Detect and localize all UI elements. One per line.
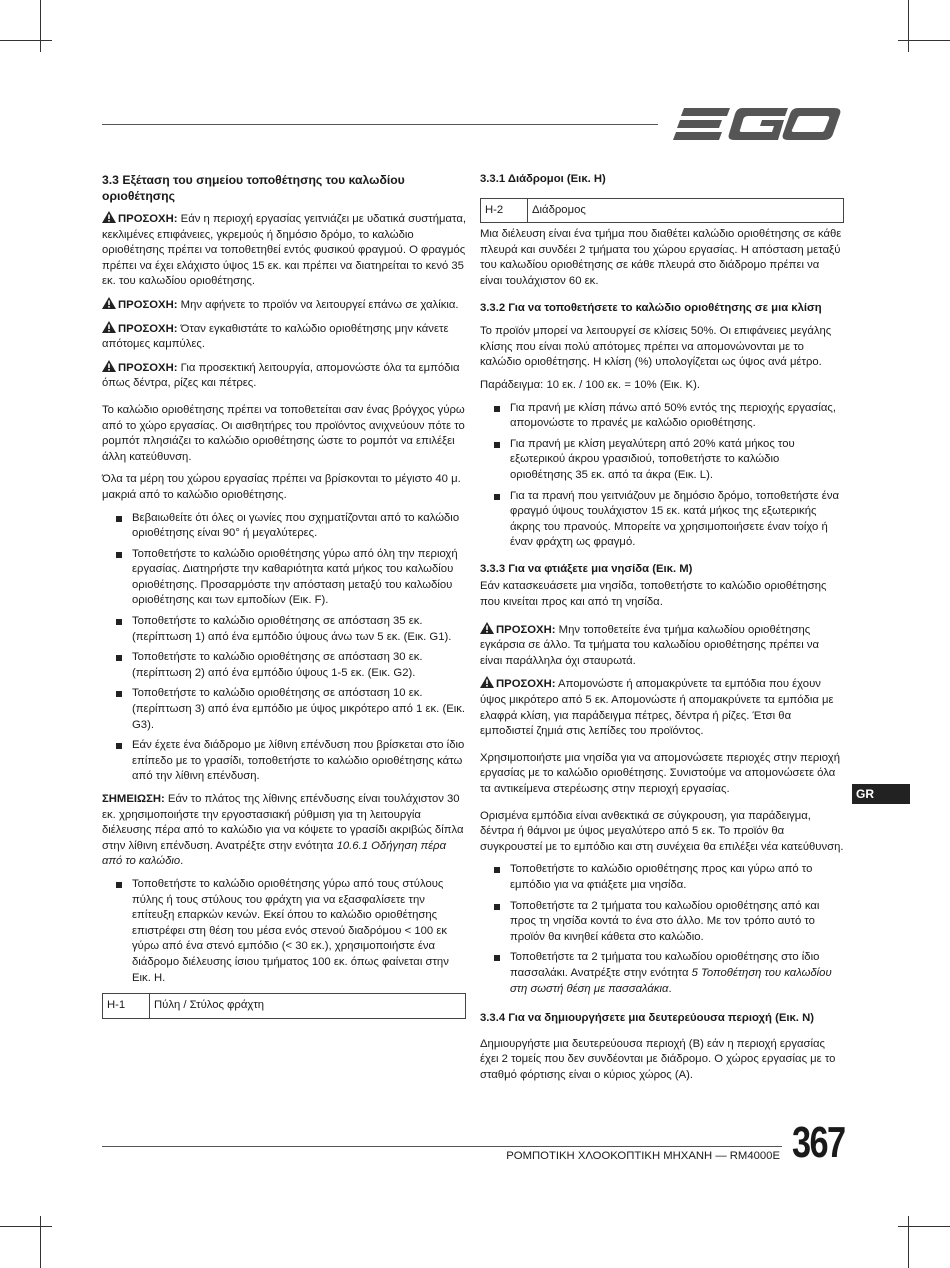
bullet-list xyxy=(102,877,466,986)
body-paragraph: Όλα τα μέρη του χώρου εργασίας πρέπει να βρίσκονται το μέγιστο 40 μ. μακριά από το καλώδιο οριοθέτησης. xyxy=(102,473,461,501)
ego-logo xyxy=(672,104,842,144)
right-column xyxy=(480,172,844,1091)
crop-mark xyxy=(40,1216,41,1268)
list-item: Τοποθετήστε το καλώδιο οριοθέτησης προς και γύρω από το εμπόδιο για να φτιάξετε μια νησίδα. xyxy=(480,862,844,893)
body-paragraph: Παράδειγμα: 10 εκ. / 100 εκ. = 10% (Εικ. K). xyxy=(480,378,700,391)
bullet-list xyxy=(480,401,844,551)
body-paragraph: Το προϊόν μπορεί να λειτουργεί σε κλίσεις 50%. Οι επιφάνειες μεγάλης κλίσης που είναι πολύ απότομες πρέπει να απομονώνονται με το καλώδιο οριοθέτησης. Η κλίση (%) υπολογίζεται ως ύψος ανά μέτρο. xyxy=(480,325,832,369)
warning-label: ΠΡΟΣΟΧΗ: xyxy=(496,678,556,691)
note-paragraph xyxy=(102,792,466,870)
warning-icon xyxy=(102,297,116,309)
warning-paragraph xyxy=(102,360,466,392)
page-number: 367 xyxy=(792,1118,845,1167)
crop-mark xyxy=(898,1226,950,1227)
body-paragraph: Το καλώδιο οριοθέτησης πρέπει να τοποθετείται σαν ένας βρόγχος γύρω από το χώρο εργασίας. Οι αισθητήρες του προϊόντος ανιχνεύουν πότε το ρομπότ πλησιάζει το καλώδιο οριοθέτησης ώστε το ρομπότ να επιλέξει άλλη κατεύθυνση. xyxy=(102,403,465,463)
crop-mark xyxy=(40,0,41,52)
figure-reference-table xyxy=(102,993,466,1019)
warning-label: ΠΡΟΣΟΧΗ: xyxy=(118,322,178,335)
header-rule xyxy=(102,124,658,125)
footer-rule xyxy=(102,1146,782,1147)
table-cell-code: H-2 xyxy=(481,198,528,223)
warning-text: Για προσεκτική λειτουργία, απομονώστε όλα τα εμπόδια όπως δέντρα, ρίζες και πέτρες. xyxy=(102,361,460,390)
section-title: 3.3 Εξέταση του σημείου τοποθέτησης του καλωδίου οριοθέτησης xyxy=(102,173,405,203)
list-item: Τοποθετήστε το καλώδιο οριοθέτησης σε απόσταση 35 εκ. (περίπτωση 1) από ένα εμπόδιο ύψους άνω των 5 εκ. (Εικ. G1). xyxy=(102,614,466,645)
warning-label: ΠΡΟΣΟΧΗ: xyxy=(118,298,178,311)
table-cell-description: Διάδρομος xyxy=(528,198,844,223)
list-item: Τοποθετήστε το καλώδιο οριοθέτησης γύρω από όλη την περιοχή εργασίας. Διατηρήστε την καθαριότητα κατά μήκος του καλωδίου οριοθέτησης. Προσαρμόστε την απόσταση μεταξύ του καλωδίου οριοθέτησης και των εμποδίων (Εικ. F). xyxy=(102,547,466,609)
subsection-title: 3.3.4 Για να δημιουργήσετε μια δευτερεύουσα περιοχή (Εικ. N) xyxy=(480,1012,815,1025)
list-item xyxy=(480,950,844,997)
note-reference-link[interactable]: 10.6.1 Οδήγηση πέρα από το καλώδιο xyxy=(102,839,447,868)
list-item: Τοποθετήστε το καλώδιο οριοθέτησης γύρω από τους στύλους πύλης ή τους στύλους του φράχτη για να εξασφαλίσετε την επίτευξη επαρκών κενών. Εκεί όπου το καλώδιο οριοθέτησης επιστρέφει στη θέση του μέσα ενός στενού διαδρόμου < 100 εκ γύρω από ένα στενό εμπόδιο (< 30 εκ.), χρησιμοποιήστε ένα διάδρομο διέλευσης ίσιου τμήματος 100 εκ. όπως φαίνεται στην Εικ. H. xyxy=(102,877,466,986)
subsection-title: 3.3.1 Διάδρομοι (Εικ. H) xyxy=(480,173,606,185)
warning-label: ΠΡΟΣΟΧΗ: xyxy=(496,623,556,636)
list-item: Για πρανή με κλίση μεγαλύτερη από 20% κατά μήκος του εξωτερικού άκρου γρασιδιού, τοποθετήστε το καλώδιο οριοθέτησης 35 εκ. από τα άκρα (Εικ. L). xyxy=(480,437,844,484)
list-item: Εάν έχετε ένα διάδρομο με λίθινη επένδυση που βρίσκεται στο ίδιο επίπεδο με το γρασίδι, τοποθετήστε το καλώδιο οριοθέτησης κάτω από την λίθινη επένδυση. xyxy=(102,738,466,785)
warning-text: Όταν εγκαθιστάτε το καλώδιο οριοθέτησης μην κάνετε απότομες καμπύλες. xyxy=(102,322,449,351)
crop-mark xyxy=(898,40,950,41)
section-reference-link[interactable]: 5 Τοποθέτηση του καλωδίου στη σωστή θέση με πασσαλάκια xyxy=(510,966,832,995)
body-paragraph: Εάν κατασκευάσετε μια νησίδα, τοποθετήστε το καλώδιο οριοθέτησης που κινείται προς και από τη νησίδα. xyxy=(480,580,827,609)
warning-text: Μην αφήνετε το προϊόν να λειτουργεί επάνω σε χαλίκια. xyxy=(177,298,459,311)
bullet-list xyxy=(480,862,844,997)
table-cell-code: H-1 xyxy=(103,994,150,1019)
table-row xyxy=(103,994,466,1019)
body-paragraph: Μια διέλευση είναι ένα τμήμα που διαθέτει καλώδιο οριοθέτησης σε κάθε πλευρά και συνδέει 2 τμήματα του χώρου εργασίας. Η απόσταση μεταξύ του καλωδίου οριοθέτησης σε κάθε πλευρά στο διάδρομο πρέπει να είναι τουλάχιστον 60 εκ. xyxy=(480,228,842,287)
list-item: Για πρανή με κλίση πάνω από 50% εντός της περιοχής εργασίας, απομονώστε το πρανές με καλώδιο οριοθέτησης. xyxy=(480,401,844,432)
list-item: Τοποθετήστε το καλώδιο οριοθέτησης σε απόσταση 10 εκ. (περίπτωση 3) από ένα εμπόδιο με ύψος μικρότερο από 1 εκ. (Εικ. G3). xyxy=(102,686,466,733)
figure-reference-table xyxy=(480,198,844,224)
warning-paragraph xyxy=(102,321,466,353)
table-cell-description: Πύλη / Στύλος φράχτη xyxy=(150,994,466,1019)
body-paragraph: Δημιουργήστε μια δευτερεύουσα περιοχή (B) εάν η περιοχή εργασίας έχει 2 τομείς που δεν συνδέονται με διάδρομο. Ο χώρος εργασίας με το σταθμό φόρτισης είναι ο κύριος χώρος (A). xyxy=(480,1037,836,1081)
warning-paragraph xyxy=(480,676,844,739)
footer-product-name: ΡΟΜΠΟΤΙΚΗ ΧΛΟΟΚΟΠΤΙΚΗ ΜΗΧΑΝΗ — RM4000E xyxy=(506,1150,780,1162)
bullet-list xyxy=(102,511,466,786)
warning-text: Απομονώστε ή απομακρύνετε τα εμπόδια που έχουν ύψος μικρότερο από 5 εκ. Απομονώστε ή απομακρύνετε τα εμπόδια με ελαφρά κλίση, για παράδειγμα πέτρες, δέντρα ή ρίζες. Έτσι θα εμποδιστεί ζημιά στις λεπίδες του προϊόντος. xyxy=(480,678,834,738)
crop-mark xyxy=(908,1216,909,1268)
warning-label: ΠΡΟΣΟΧΗ: xyxy=(118,213,178,225)
warning-icon xyxy=(480,676,494,688)
warning-icon xyxy=(480,622,494,634)
note-text: Εάν το πλάτος της λίθινης επένδυσης είναι τουλάχιστον 30 εκ. χρησιμοποιήστε την εργοστασιακή ρύθμιση για τη λειτουργία διέλευσης πέρα από το καλώδιο για να κόψετε το γρασίδι ακριβώς δίπλα στην λίθινη επένδυση. Ανατρέξτε στην ενότητα xyxy=(102,793,464,852)
list-item: Για τα πρανή που γειτνιάζουν με δημόσιο δρόμο, τοποθετήστε ένα φραγμό ύψους τουλάχιστον 15 εκ. κατά μήκος της εξωτερικής άκρης του πρανούς. Μπορείτε να χρησιμοποιήσετε έναν τοίχο ή έναν φράχτη ως φραγμό. xyxy=(480,489,844,551)
warning-label: ΠΡΟΣΟΧΗ: xyxy=(118,361,178,374)
body-paragraph: Ορισμένα εμπόδια είναι ανθεκτικά σε σύγκρουση, για παράδειγμα, δέντρα ή θάμνοι με ύψος μεγαλύτερο από 5 εκ. Το προϊόν θα συγκρουστεί με το εμπόδιο και στη συνέχεια θα επιλέξει νέα κατεύθυνση. xyxy=(480,809,844,853)
note-end: . xyxy=(180,855,184,868)
list-item-text: Τοποθετήστε τα 2 τμήματα του καλωδίου οριοθέτησης στο ίδιο πασσαλάκι. Ανατρέξτε στην ενότητα xyxy=(510,951,820,979)
warning-paragraph xyxy=(480,622,844,670)
note-label: ΣΗΜΕΙΩΣΗ: xyxy=(102,793,165,805)
crop-mark xyxy=(0,40,52,41)
list-item: Τοποθετήστε το καλώδιο οριοθέτησης σε απόσταση 30 εκ. (περίπτωση 2) από ένα εμπόδιο ύψους 1-5 εκ. (Εικ. G2). xyxy=(102,650,466,681)
list-item: Βεβαιωθείτε ότι όλες οι γωνίες που σχηματίζονται από το καλώδιο οριοθέτησης είναι 90° ή μεγαλύτερες. xyxy=(102,511,466,542)
warning-paragraph xyxy=(102,297,466,314)
language-tab: GR xyxy=(852,784,910,804)
warning-icon xyxy=(102,321,116,333)
warning-paragraph xyxy=(102,211,466,290)
body-paragraph: Χρησιμοποιήστε μια νησίδα για να απομονώσετε περιοχές στην περιοχή εργασίας με το καλώδιο οριοθέτησης. Συνιστούμε να απομονώσετε όλα τα αντικείμενα στερέωσης στην περιοχή εργασίας. xyxy=(480,751,840,795)
crop-mark xyxy=(0,1226,52,1227)
left-column xyxy=(102,172,466,1029)
warning-text: Μην τοποθετείτε ένα τμήμα καλωδίου οριοθέτησης εγκάρσια σε άλλο. Τα τμήματα του καλωδίου οριοθέτησης πρέπει να είναι παράλληλα όχι σταυρωτά. xyxy=(480,623,820,667)
warning-text: Εάν η περιοχή εργασίας γειτνιάζει με υδατικά συστήματα, κεκλιμένες επιφάνειες, γκρεμούς ή δημόσιο δρόμο, το καλώδιο οριοθέτησης πρέπει να τοποθετηθεί εντός φυσικού φραγμού. Ο φραγμός πρέπει να έχει ελάχιστο ύψος 15 εκ. και πρέπει να διατηρείται το κενό 35 εκ. του καλωδίου οριοθέτησης. xyxy=(102,213,466,288)
warning-icon xyxy=(102,211,116,223)
crop-mark xyxy=(908,0,909,52)
table-row xyxy=(481,198,844,223)
warning-icon xyxy=(102,360,116,372)
subsection-title: 3.3.2 Για να τοποθετήσετε το καλώδιο οριοθέτησης σε μια κλίση xyxy=(480,301,822,314)
list-item-end: . xyxy=(668,982,672,995)
list-item: Τοποθετήστε τα 2 τμήματα του καλωδίου οριοθέτησης από και προς τη νησίδα κοντά το ένα στο άλλο. Με τον τρόπο αυτό το προϊόν θα κινηθεί κάθετα στο καλώδιο. xyxy=(480,899,844,946)
subsection-title: 3.3.3 Για να φτιάξετε μια νησίδα (Εικ. M) xyxy=(480,562,693,575)
